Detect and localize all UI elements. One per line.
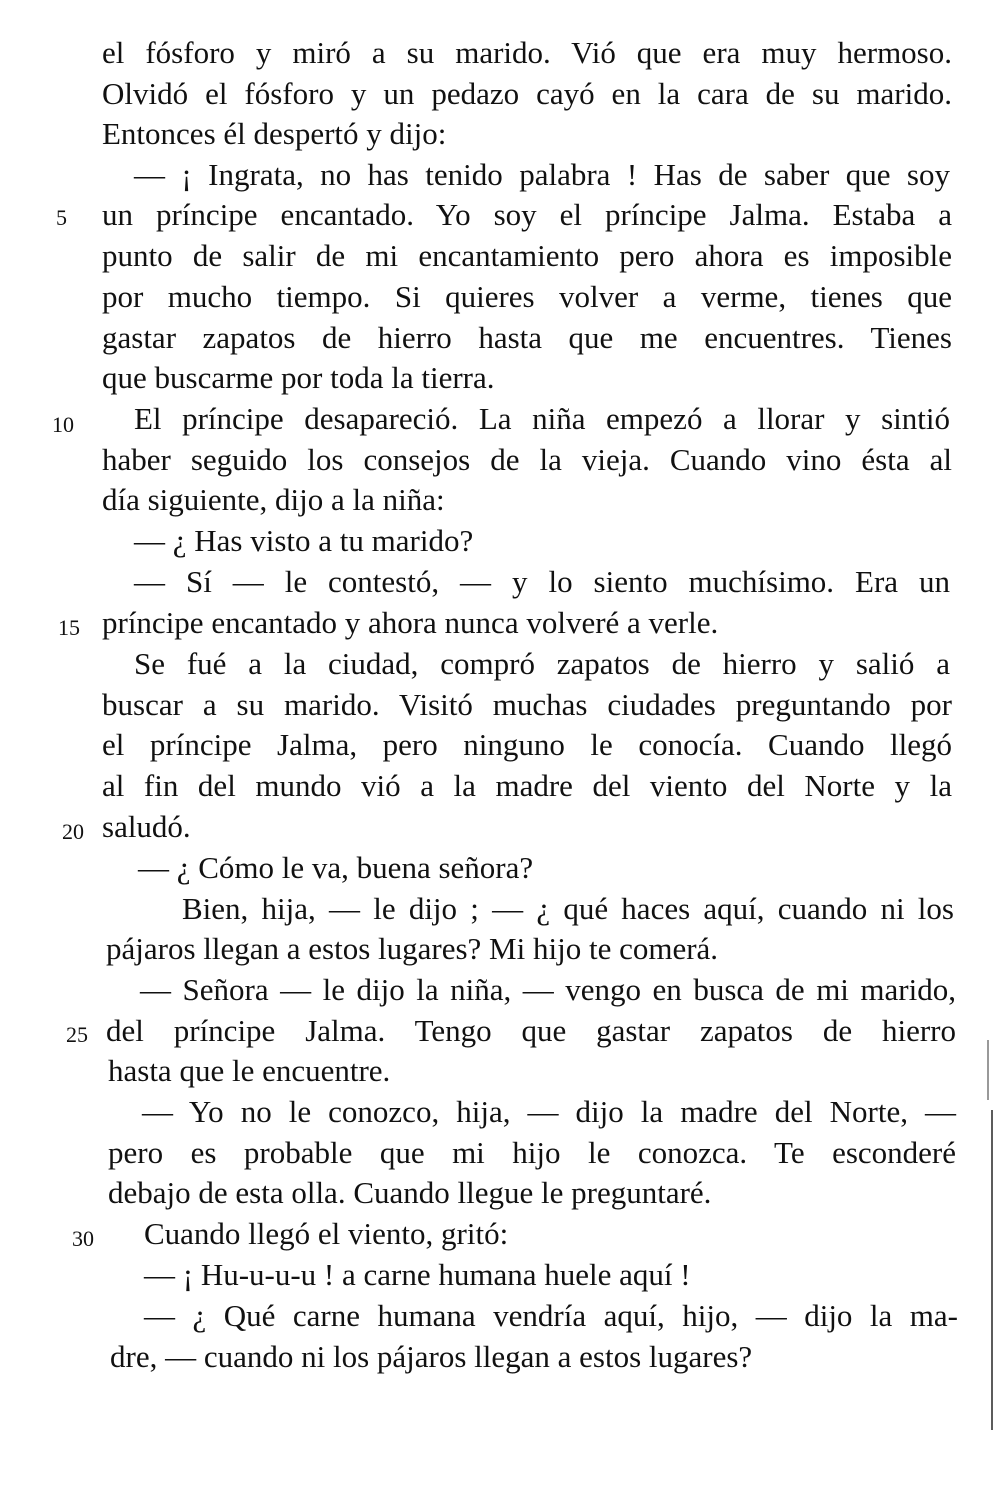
line-number: 30 bbox=[72, 1226, 94, 1251]
text-line: Entonces él despertó y dijo: bbox=[102, 116, 447, 151]
scan-edge-mark bbox=[987, 1040, 989, 1100]
text-line: — Sí — le contestó, — y lo siento muchísimo. Era un bbox=[134, 564, 950, 599]
line-number: 20 bbox=[62, 819, 84, 844]
text-line: día siguiente, dijo a la niña: bbox=[102, 482, 445, 517]
text-line: al fin del mundo vió a la madre del viento del Norte y la bbox=[102, 768, 952, 803]
text-line: — ¿ Has visto a tu marido? bbox=[134, 523, 474, 558]
text-line: — Yo no le conozco, hija, — dijo la madre del Norte, — bbox=[142, 1094, 956, 1129]
text-line: punto de salir de mi encantamiento pero ahora es imposible bbox=[102, 238, 952, 273]
text-line: haber seguido los consejos de la vieja. Cuando vino ésta al bbox=[102, 442, 952, 477]
text-line: pájaros llegan a estos lugares? Mi hijo te comerá. bbox=[106, 931, 719, 966]
text-line: pero es probable que mi hijo le conozca. Te esconderé bbox=[108, 1135, 956, 1170]
text-line: del príncipe Jalma. Tengo que gastar zapatos de hierro bbox=[106, 1013, 956, 1048]
scan-edge-mark bbox=[991, 1110, 993, 1430]
text-line: Se fué a la ciudad, compró zapatos de hierro y salió a bbox=[134, 646, 950, 681]
text-line: el príncipe Jalma, pero ninguno le conocía. Cuando llegó bbox=[102, 727, 952, 762]
text-line: — ¡ Hu-u-u-u ! a carne humana huele aquí ! bbox=[144, 1257, 691, 1292]
text-line: saludó. bbox=[102, 809, 191, 844]
line-number: 25 bbox=[66, 1022, 88, 1047]
text-line: Bien, hija, — le dijo ; — ¿ qué haces aquí, cuando ni los bbox=[182, 891, 954, 926]
text-line: príncipe encantado y ahora nunca volveré a verle. bbox=[102, 605, 719, 640]
text-line: Cuando llegó el viento, gritó: bbox=[144, 1216, 509, 1251]
text-line: — ¿ Qué carne humana vendría aquí, hijo, — dijo la ma- bbox=[144, 1298, 958, 1333]
text-line: — Señora — le dijo la niña, — vengo en busca de mi marido, bbox=[140, 972, 956, 1007]
text-line: por mucho tiempo. Si quieres volver a verme, tienes que bbox=[102, 279, 952, 314]
text-line: — ¡ Ingrata, no has tenido palabra ! Has de saber que soy bbox=[134, 157, 950, 192]
text-line: que buscarme por toda la tierra. bbox=[102, 360, 495, 395]
text-line: el fósforo y miró a su marido. Vió que era muy hermoso. bbox=[102, 35, 952, 70]
text-line: hasta que le encuentre. bbox=[108, 1053, 391, 1088]
text-line: debajo de esta olla. Cuando llegue le preguntaré. bbox=[108, 1175, 712, 1210]
line-number: 5 bbox=[56, 205, 67, 230]
text-line: gastar zapatos de hierro hasta que me encuentres. Tienes bbox=[102, 320, 952, 355]
text-line: Olvidó el fósforo y un pedazo cayó en la cara de su marido. bbox=[102, 76, 952, 111]
line-number: 15 bbox=[58, 615, 80, 640]
text-line: dre, — cuando ni los pájaros llegan a estos lugares? bbox=[110, 1339, 753, 1374]
text-line: buscar a su marido. Visitó muchas ciudades preguntando por bbox=[102, 687, 952, 722]
line-number: 10 bbox=[52, 412, 74, 437]
text-line: un príncipe encantado. Yo soy el príncipe Jalma. Estaba a bbox=[102, 197, 952, 232]
text-line: El príncipe desapareció. La niña empezó a llorar y sintió bbox=[134, 401, 950, 436]
text-line: — ¿ Cómo le va, buena señora? bbox=[138, 850, 534, 885]
